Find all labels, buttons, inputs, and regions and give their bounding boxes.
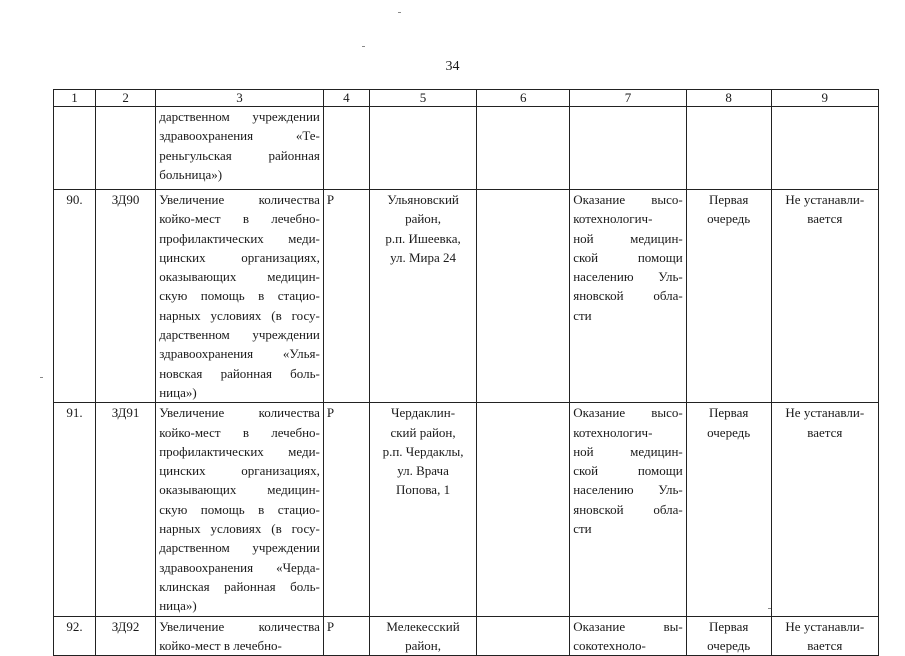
- text-line: район,: [405, 637, 441, 653]
- text-line: здравоохранения «Черда-: [159, 559, 320, 575]
- text-line: Ульяновский: [387, 192, 459, 207]
- text-line: Не устанавли-: [785, 192, 865, 207]
- cell-type: Р: [323, 403, 369, 616]
- scan-speck: [40, 377, 43, 378]
- text-line: ница»): [159, 598, 197, 614]
- text-line: цинских организациях,: [159, 249, 320, 265]
- text-line: профилактических меди-: [159, 230, 320, 246]
- cell-code: [95, 107, 155, 190]
- text-line: здравоохранения «Те-: [159, 128, 320, 144]
- text-line: ской помощи: [573, 249, 683, 265]
- text-line: ский район,: [390, 424, 456, 440]
- text-line: населению Уль-: [573, 482, 683, 498]
- text-line: ской помощи: [573, 463, 683, 479]
- cell-queue: [686, 403, 771, 616]
- cell-num: 92.: [54, 616, 96, 656]
- column-header: 4: [323, 90, 369, 107]
- table-row: [54, 616, 879, 656]
- text-line: котехнологич-: [573, 211, 653, 227]
- text-line: цинских организациях,: [159, 463, 320, 479]
- text-line: Увеличение количества: [159, 618, 320, 634]
- cell-limit: [771, 403, 878, 616]
- cell-purpose: [570, 616, 687, 656]
- text-line: дарственном учреждении: [159, 540, 320, 556]
- cell-address: [369, 403, 476, 616]
- cell-code: ЗД91: [95, 403, 155, 616]
- cell-limit: [771, 616, 878, 656]
- column-header: 2: [95, 90, 155, 107]
- text-line: оказывающих медицин-: [159, 269, 320, 285]
- text-line: вается: [807, 211, 843, 227]
- text-line: койко-мест в лечебно-: [159, 637, 282, 653]
- column-header: 6: [477, 90, 570, 107]
- text-line: вается: [807, 637, 843, 653]
- text-line: очередь: [707, 424, 751, 440]
- cell-queue: [686, 107, 771, 190]
- cell-purpose: [570, 107, 687, 190]
- text-line: клинская районная боль-: [159, 578, 320, 594]
- column-header: 9: [771, 90, 878, 107]
- text-line: яновской обла-: [573, 501, 683, 517]
- cell-col6: [477, 190, 570, 403]
- text-line: Мелекесский: [386, 618, 460, 634]
- text-line: ной медицин-: [573, 230, 683, 246]
- text-line: район,: [405, 211, 441, 227]
- column-header: 1: [54, 90, 96, 107]
- table-row: [54, 190, 879, 403]
- text-line: Первая: [708, 405, 749, 421]
- text-line: новская районная боль-: [159, 365, 320, 381]
- column-header: 7: [570, 90, 687, 107]
- text-line: сокотехноло-: [573, 637, 646, 653]
- column-header: 5: [369, 90, 476, 107]
- cell-description: [156, 190, 324, 403]
- text-line: Увеличение количества: [159, 405, 320, 421]
- cell-type: [323, 107, 369, 190]
- text-line: населению Уль-: [573, 269, 683, 285]
- text-line: Оказание высо-: [573, 192, 683, 207]
- text-line: здравоохранения «Улья-: [159, 346, 320, 362]
- text-line: ной медицин-: [573, 443, 683, 459]
- column-header-row: [54, 90, 879, 107]
- text-line: Оказание высо-: [573, 405, 683, 421]
- scan-speck: [768, 608, 771, 609]
- cell-col6: [477, 616, 570, 656]
- text-line: профилактических меди-: [159, 443, 320, 459]
- text-line: Первая: [708, 192, 749, 207]
- text-line: вается: [807, 424, 843, 440]
- text-line: Первая: [708, 618, 749, 634]
- text-line: р.п. Чердаклы,: [382, 443, 464, 459]
- cell-col6: [477, 107, 570, 190]
- cell-address: [369, 107, 476, 190]
- text-line: больница»): [159, 166, 223, 182]
- continuation-row: [54, 107, 879, 190]
- cell-limit: [771, 107, 878, 190]
- cell-description: [156, 616, 324, 656]
- cell-num: 91.: [54, 403, 96, 616]
- text-line: Попова, 1: [395, 482, 451, 498]
- text-line: скую помощь в стацио-: [159, 501, 320, 517]
- text-line: очередь: [707, 211, 751, 227]
- text-line: Чердаклин-: [391, 405, 456, 421]
- table-row: [54, 403, 879, 616]
- text-line: Увеличение количества: [159, 192, 320, 207]
- text-line: койко-мест в лечебно-: [159, 211, 320, 227]
- scan-speck: [362, 46, 365, 47]
- text-line: ница»): [159, 384, 197, 400]
- text-line: скую помощь в стацио-: [159, 288, 320, 304]
- cell-num: 90.: [54, 190, 96, 403]
- text-line: нарных условиях (в госу-: [159, 307, 320, 323]
- cell-num: [54, 107, 96, 190]
- text-line: сти: [573, 307, 592, 323]
- text-line: ул. Мира 24: [390, 249, 457, 265]
- text-line: яновской обла-: [573, 288, 683, 304]
- text-line: Не устанавли-: [785, 405, 865, 421]
- cell-limit: [771, 190, 878, 403]
- cell-description: [156, 107, 324, 190]
- column-header: 8: [686, 90, 771, 107]
- text-line: нарных условиях (в госу-: [159, 521, 320, 537]
- cell-col6: [477, 403, 570, 616]
- text-line: койко-мест в лечебно-: [159, 424, 320, 440]
- cell-description: [156, 403, 324, 616]
- cell-purpose: [570, 403, 687, 616]
- page-number: 34: [445, 59, 460, 74]
- cell-code: ЗД90: [95, 190, 155, 403]
- cell-address: [369, 190, 476, 403]
- text-line: оказывающих медицин-: [159, 482, 320, 498]
- cell-queue: [686, 616, 771, 656]
- text-line: ул. Врача: [397, 463, 449, 479]
- text-line: котехнологич-: [573, 424, 653, 440]
- text-line: Оказание вы-: [573, 618, 683, 634]
- cell-type: Р: [323, 190, 369, 403]
- text-line: очередь: [707, 637, 751, 653]
- document-table: [53, 89, 879, 656]
- cell-address: [369, 616, 476, 656]
- scan-speck: [398, 12, 401, 13]
- cell-queue: [686, 190, 771, 403]
- text-line: реньгульская районная: [159, 147, 320, 163]
- text-line: дарственном учреждении: [159, 327, 320, 343]
- text-line: сти: [573, 521, 592, 537]
- text-line: Не устанавли-: [785, 618, 865, 634]
- cell-type: Р: [323, 616, 369, 656]
- text-line: р.п. Ишеевка,: [385, 230, 461, 246]
- text-line: дарственном учреждении: [159, 109, 320, 124]
- cell-code: ЗД92: [95, 616, 155, 656]
- column-header: 3: [156, 90, 324, 107]
- cell-purpose: [570, 190, 687, 403]
